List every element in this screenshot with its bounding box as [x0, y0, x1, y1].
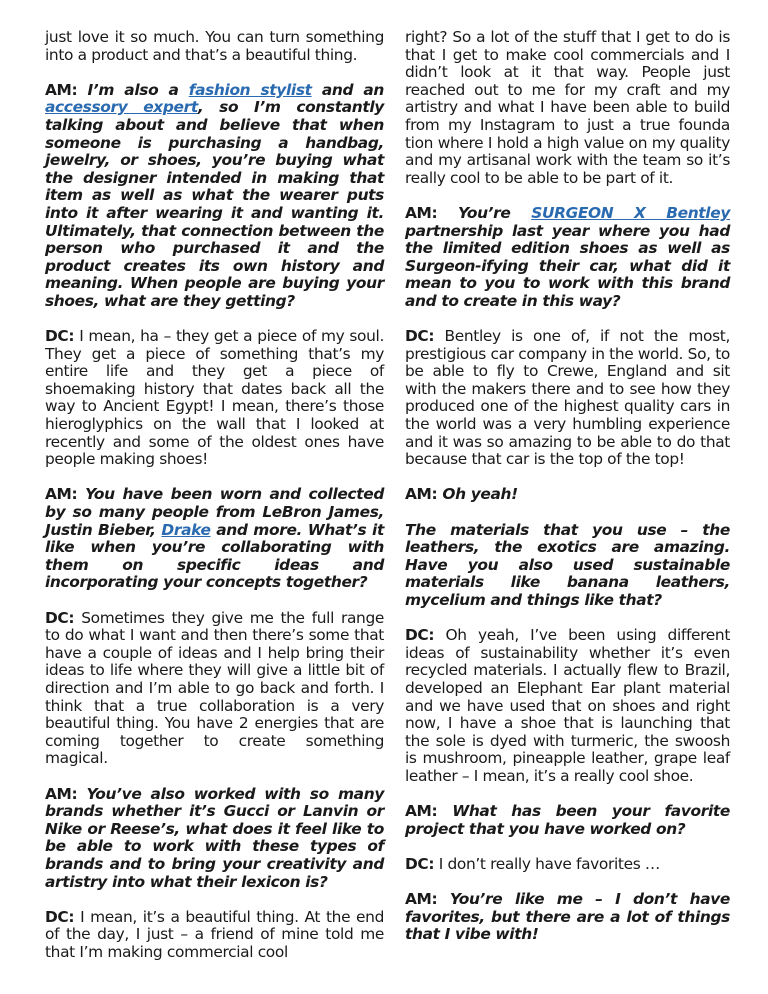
speaker-label: DC: [45, 327, 75, 346]
answer-text: I don’t really have favorites … [438, 854, 660, 873]
question-paragraph [405, 486, 730, 504]
fashion-stylist-link[interactable]: fashion stylist [188, 80, 312, 99]
speaker-label: AM: [405, 890, 438, 909]
question-text: You’re [458, 203, 532, 222]
question-paragraph [405, 891, 730, 944]
speaker-label: DC: [405, 626, 435, 645]
answer-paragraph [45, 328, 384, 469]
question-paragraph [45, 82, 384, 311]
question-paragraph [405, 205, 730, 311]
answer-continuation: just love it so much. You can turn something into a product and that’s a beautiful thing. [45, 28, 384, 64]
question-paragraph [405, 803, 730, 838]
speaker-label: DC: [45, 608, 75, 627]
answer-text: Sometimes they give me the full range to do what I want and then there’s some that have a couple of ideas and I help bring their ideas to life where they will give a little bit of direction and I’m able to go back and forth. I think that a true collaboration is a very beautiful thing. You have 2 energies that are coming together to create something magical. [45, 608, 384, 768]
question-text: and more. What’s it like when you’re collaborating with them on specific ideas and incorporating your concepts together? [45, 520, 384, 592]
speaker-label: AM: [405, 485, 438, 504]
left-column [45, 29, 384, 979]
speaker-label: DC: [405, 854, 435, 873]
answer-text: Bentley is one of, if not the most, prestigious car company in the world. So, to be able to fly to Crewe, England and sit with the makers there and to see how they produced one of the highest quality cars in the world was a very humbling experience and it was so amazing to be able to do that because that car is the top of the top! [405, 327, 731, 469]
drake-link[interactable]: Drake [161, 520, 211, 539]
answer-paragraph [45, 610, 384, 768]
speaker-label: DC: [45, 907, 75, 926]
speaker-label: DC: [405, 327, 435, 346]
answer-paragraph [405, 856, 730, 874]
answer-paragraph [405, 328, 730, 469]
speaker-label: AM: [45, 80, 78, 99]
answer-text: I mean, it’s a beautiful thing. At the end of the day, I just – a friend of mine told me that I’m making commercial cool [45, 907, 384, 961]
question-paragraph [45, 486, 384, 592]
question-text: Oh yeah! [442, 485, 518, 504]
answer-paragraph [45, 909, 384, 962]
right-column [405, 29, 730, 961]
answer-paragraph [405, 627, 730, 785]
question-text: What has been your favorite project that you have worked on? [405, 802, 731, 838]
question-text: and an [311, 80, 384, 99]
question-text: partnership last year where you had the limited edition shoes as well as Surgeon-ifying their car, what did it mean to you to work with this brand and to create in this way? [405, 221, 730, 310]
question-text: You’re like me – I don’t have favorites, but there are a lot of things that I vibe with! [405, 890, 730, 944]
question-text: , so I’m constantly talking about and believe that when someone is purchasing a handbag, jewelry, or shoes, you’re buying what the designer intended in making that item as well as what the wearer puts into it after wearing it and wanting it. Ultimately, that connection between the person who purchased it and the product creates its own history and meaning. When people are buying your shoes, what are they getting? [45, 98, 384, 310]
speaker-label: AM: [45, 485, 78, 504]
question-text: You have been worn and collected by so many people from LeBron James, Justin Bieber, [45, 485, 385, 539]
question-text: You’ve also worked with so many brands whether it’s Gucci or Lanvin or Nike or Reese’s, what does it feel like to be able to work with these types of brands and to bring your creativity and artistry into what their lexicon is? [45, 784, 384, 891]
answer-text: Oh yeah, I’ve been using different ideas of sustainability whether it’s even recycled materials. I actually flew to Brazil, developed an Elephant Ear plant material and we have used that on shoes and right now, I have a shoe that is launching that the sole is dyed with turmeric, the swoosh is mushroom, pineapple leather, grape leaf leather – I mean, it’s a really cool shoe. [405, 626, 731, 785]
question-paragraph: The materials that you use – the leathers, the exotics are amazing. Have you also used sustainable materials like banana leathers, mycelium and things like that? [405, 520, 730, 609]
speaker-label: AM: [405, 203, 438, 222]
surgeon-x-bentley-link[interactable]: SURGEON X Bentley [531, 203, 730, 222]
accessory-expert-link[interactable]: accessory expert [45, 98, 198, 117]
answer-text: I mean, ha – they get a piece of my soul. They get a piece of something that’s my entire life and they get a piece of shoemaking history that dates back all the way to Ancient Egypt! I mean, there’s those hieroglyphics on the wall that I looked at recently and some of the oldest ones have people making shoes! [45, 327, 385, 469]
question-text: I’m also a [87, 80, 189, 99]
speaker-label: AM: [45, 784, 78, 803]
speaker-label: AM: [405, 802, 438, 821]
question-paragraph [45, 786, 384, 892]
answer-continuation: right? So a lot of the stuff that I get to do is that I get to make cool commercials and I didn’t look at it that way. People just reached out to me for my craft and my artistry and what I have been able to build from my Instagram to just a true founda tion where I hold a high value on my quality and my artisanal work with the team so it’s really cool to be able to be part of it. [405, 28, 730, 187]
